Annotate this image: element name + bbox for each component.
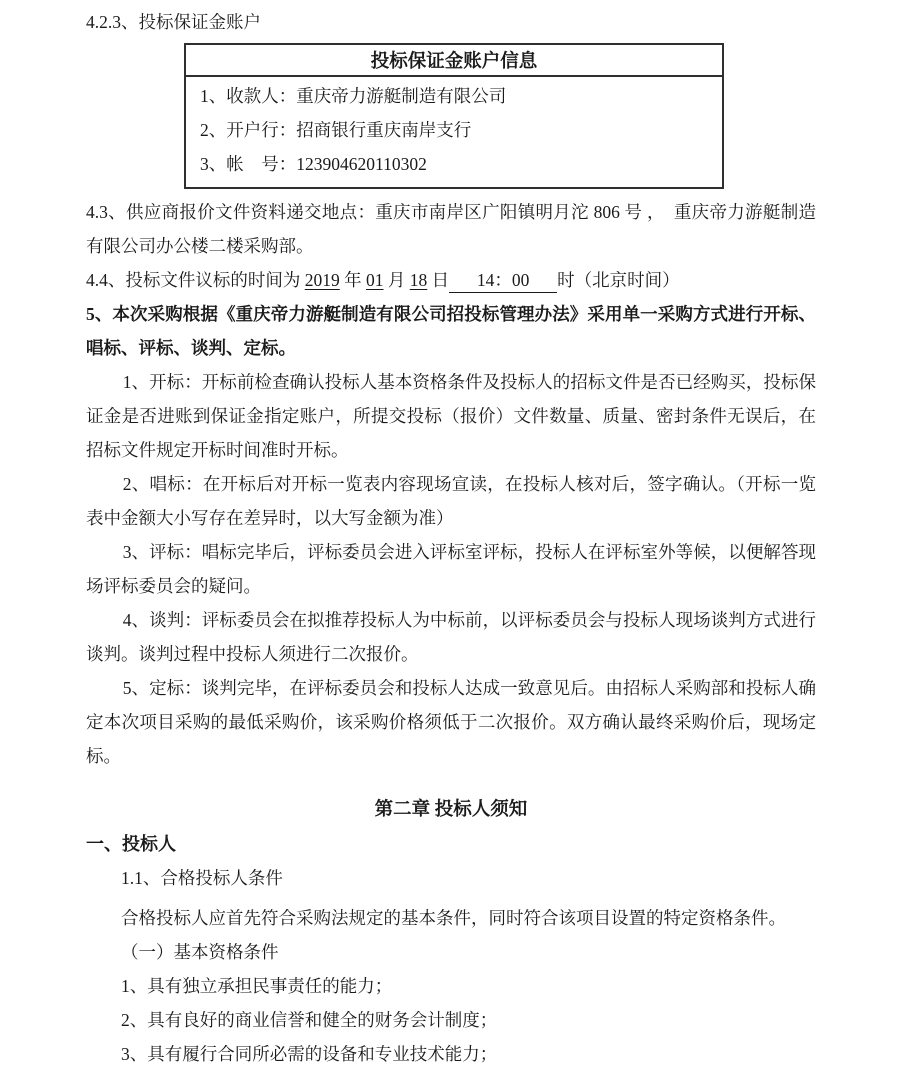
bid-time-prefix: 4.4、投标文件议标的时间为: [86, 270, 305, 290]
procedure-award: 5、定标：谈判完毕，在评标委员会和投标人达成一致意见后。由招标人采购部和投标人确定本次项目采购的最低采购价，该采购价格须低于二次报价。双方确认最终采购价后，现场定标。: [86, 678, 816, 766]
section-1-1-heading: 1.1、合格投标人条件: [121, 868, 283, 888]
deposit-table-title: 投标保证金账户信息: [185, 44, 723, 76]
chapter-2-section-1-heading: 一、投标人: [86, 834, 176, 854]
section-4-4-paragraph: [86, 263, 816, 297]
basic-condition-item-3: 3、具有履行合同所必需的设备和专业技术能力；: [121, 1044, 498, 1064]
bid-day-value: 18: [409, 270, 428, 290]
procedure-negotiate: 4、谈判：评标委员会在拟推荐投标人为中标前，以评标委员会与投标人现场谈判方式进行谈判。谈判过程中投标人须进行二次报价。: [86, 610, 816, 664]
bid-time-value: 14：00: [449, 270, 557, 293]
bank-row: 2、开户行：招商银行重庆南岸支行: [200, 120, 472, 140]
basic-condition-item-1: 1、具有独立承担民事责任的能力；: [121, 976, 393, 996]
account-number-row: 3、帐 号：123904620110302: [200, 154, 427, 174]
procedure-evaluate-bid: 3、评标：唱标完毕后，评标委员会进入评标室评标，投标人在评标室外等候，以便解答现场评标委员会的疑问。: [86, 542, 816, 596]
procedure-open-bid: 1、开标：开标前检查确认投标人基本资格条件及投标人的招标文件是否已经购买，投标保证金是否进账到保证金指定账户，所提交投标（报价）文件数量、质量、密封条件无误后，在招标文件规定开标时间准时开标。: [86, 372, 816, 460]
month-label: 月: [383, 270, 410, 290]
table-body-row: [185, 76, 723, 188]
section-4-2-3-heading: 4.2.3、投标保证金账户: [86, 12, 261, 32]
basic-condition-item-2: 2、具有良好的商业信誉和健全的财务会计制度；: [121, 1010, 498, 1030]
deposit-account-table: [184, 43, 724, 189]
bid-time-suffix: 时（北京时间）: [557, 270, 680, 290]
section-5-paragraph: 5、本次采购根据《重庆帝力游艇制造有限公司招投标管理办法》采用单一采购方式进行开标、唱标、评标、谈判、定标。: [86, 304, 816, 358]
chapter-2-title: 第二章 投标人须知: [374, 800, 528, 820]
day-label: 日: [427, 270, 450, 290]
year-label: 年: [339, 270, 366, 290]
basic-conditions-heading: （一）基本资格条件: [121, 942, 279, 962]
payee-row: 1、收款人：重庆帝力游艇制造有限公司: [200, 86, 507, 106]
bid-year-value: 2019: [304, 270, 340, 290]
bid-month-value: 01: [366, 270, 384, 290]
table-header-row: [185, 44, 723, 76]
section-1-1-intro: 合格投标人应首先符合采购法规定的基本条件，同时符合该项目设置的特定资格条件。: [121, 908, 786, 928]
deposit-table-body: [185, 76, 723, 188]
section-4-3-paragraph: 4.3、供应商报价文件资料递交地点：重庆市南岸区广阳镇明月沱 806 号 ， 重庆帝力游艇制造有限公司办公楼二楼采购部。: [86, 202, 816, 256]
procedure-read-bid: 2、唱标：在开标后对开标一览表内容现场宣读，在投标人核对后，签字确认。（开标一览表中金额大小写存在差异时，以大写金额为准）: [86, 474, 816, 528]
